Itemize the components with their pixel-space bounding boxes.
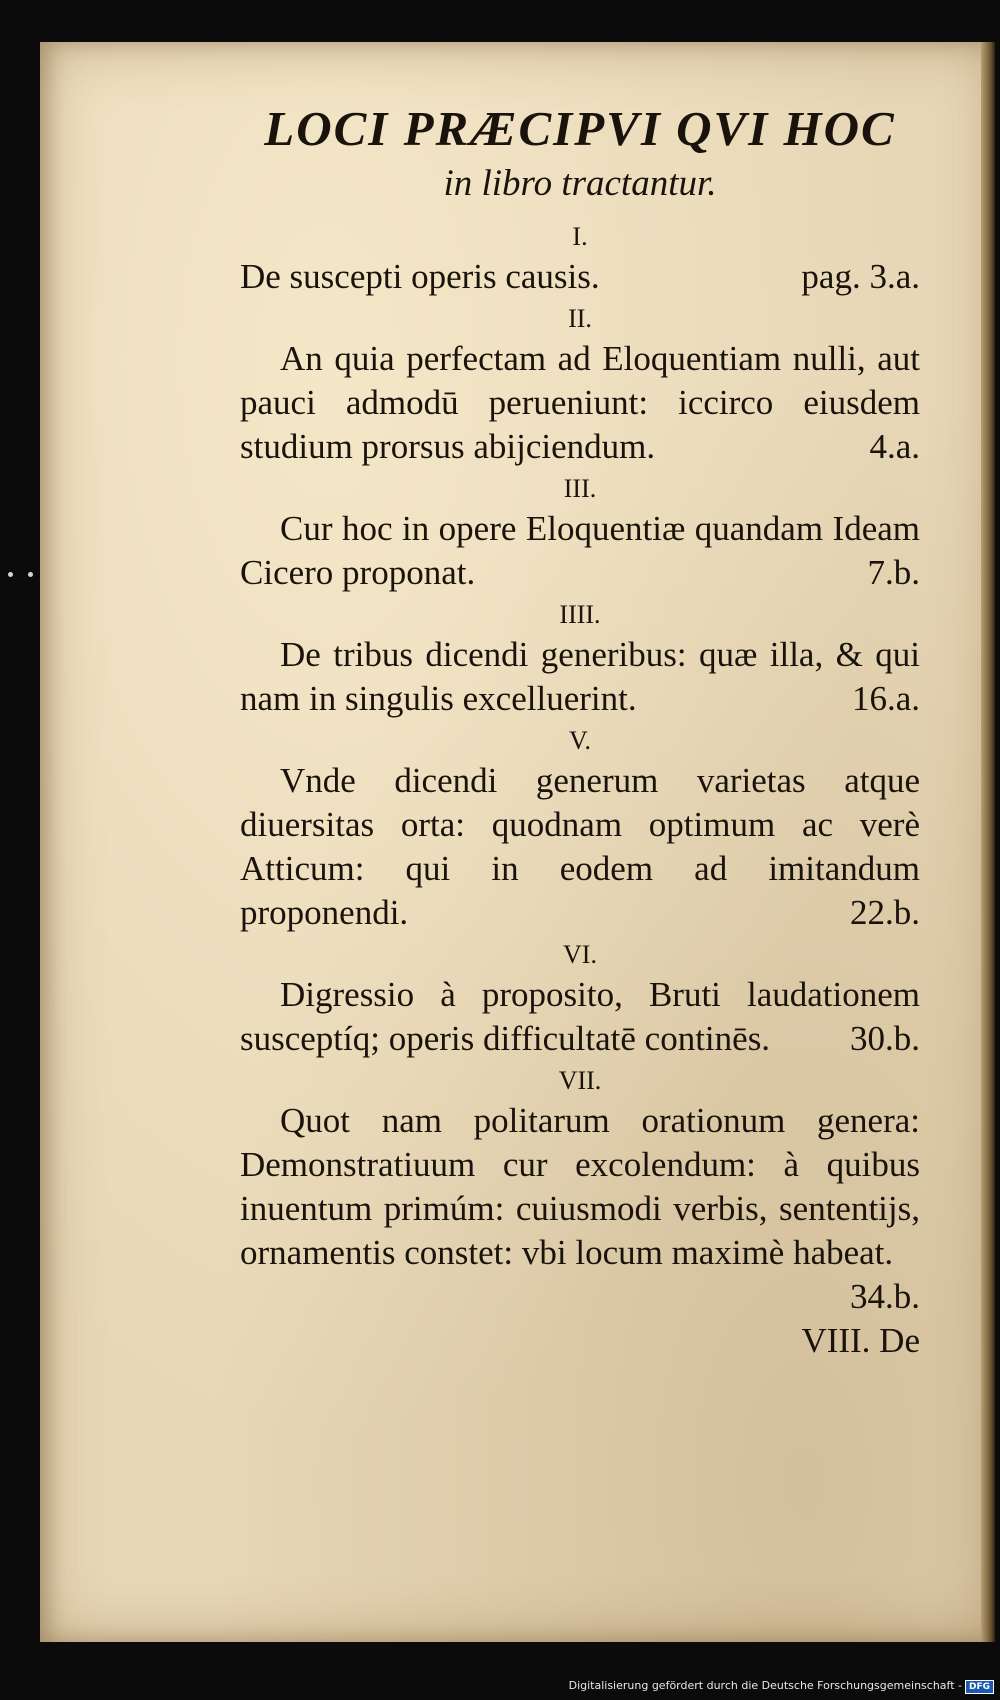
- section-entry: [240, 973, 920, 1061]
- section-text: Cur hoc in opere Eloquentiæ quandam Ideam Cicero proponat.: [240, 508, 920, 592]
- section-numeral: VI.: [563, 939, 597, 969]
- book-page: [40, 42, 995, 1642]
- section-1: [240, 219, 920, 299]
- section-6: [240, 937, 920, 1061]
- section-7: [240, 1063, 920, 1319]
- section-numeral: VII.: [558, 1065, 602, 1095]
- footer-text: Digitalisierung gefördert durch die Deutsche Forschungsgemeinschaft -: [568, 1679, 962, 1692]
- section-text: An quia perfectam ad Eloquentiam nulli, aut pauci admodū perueniunt: iccirco eiusdem studium prorsus abijciendum.: [240, 338, 920, 466]
- section-numeral: IIII.: [559, 599, 601, 629]
- section-numeral: I.: [572, 221, 588, 251]
- section-entry: [240, 507, 920, 595]
- page-reference: 34.b.: [850, 1276, 920, 1316]
- section-entry: [240, 633, 920, 721]
- page-subtitle: in libro tractantur.: [443, 162, 717, 204]
- page-reference: 4.a.: [869, 426, 920, 466]
- section-5: [240, 723, 920, 935]
- section-entry: [240, 1099, 920, 1319]
- page-reference: 30.b.: [850, 1018, 920, 1058]
- section-numeral: III.: [563, 473, 597, 503]
- section-text: Quot nam politarum orationum genera: Demonstratiuum cur excolendum: à quibus inuentum primúm: cuiusmodi verbis, sententijs, ornamentis constet: vbi locum maximè habeat.: [240, 1100, 920, 1272]
- index-content: [240, 102, 920, 1361]
- digitization-footer: [0, 1679, 1000, 1694]
- page-reference: 16.a.: [851, 678, 920, 718]
- page-reference: 7.b.: [867, 552, 920, 592]
- section-2: [240, 301, 920, 469]
- section-entry: [240, 759, 920, 935]
- edge-mark: [8, 572, 13, 577]
- section-4: [240, 597, 920, 721]
- section-numeral: V.: [569, 725, 591, 755]
- section-entry: [240, 255, 920, 299]
- page-reference: pag. 3.a.: [801, 256, 920, 296]
- section-3: [240, 471, 920, 595]
- page-reference: 22.b.: [850, 892, 920, 932]
- dfg-logo: DFG: [965, 1680, 994, 1694]
- section-text: Vnde dicendi generum varietas atque diuersitas orta: quodnam optimum ac verè Atticum: qui in eodem ad imitandum proponendi.: [240, 760, 920, 932]
- edge-mark: [28, 572, 33, 577]
- page-binding-edge: [981, 42, 995, 1642]
- section-text: De tribus dicendi generibus: quæ illa, & qui nam in singulis excelluerint.: [240, 634, 920, 718]
- section-text: De suscepti operis causis.: [240, 256, 600, 296]
- section-text: Digressio à proposito, Bruti laudationem susceptíq; operis difficultatē continēs.: [240, 974, 920, 1058]
- section-entry: [240, 337, 920, 469]
- page-title: LOCI PRÆCIPVI QVI HOC: [264, 101, 896, 156]
- catchword: VIII. De: [801, 1320, 920, 1360]
- section-numeral: II.: [568, 303, 592, 333]
